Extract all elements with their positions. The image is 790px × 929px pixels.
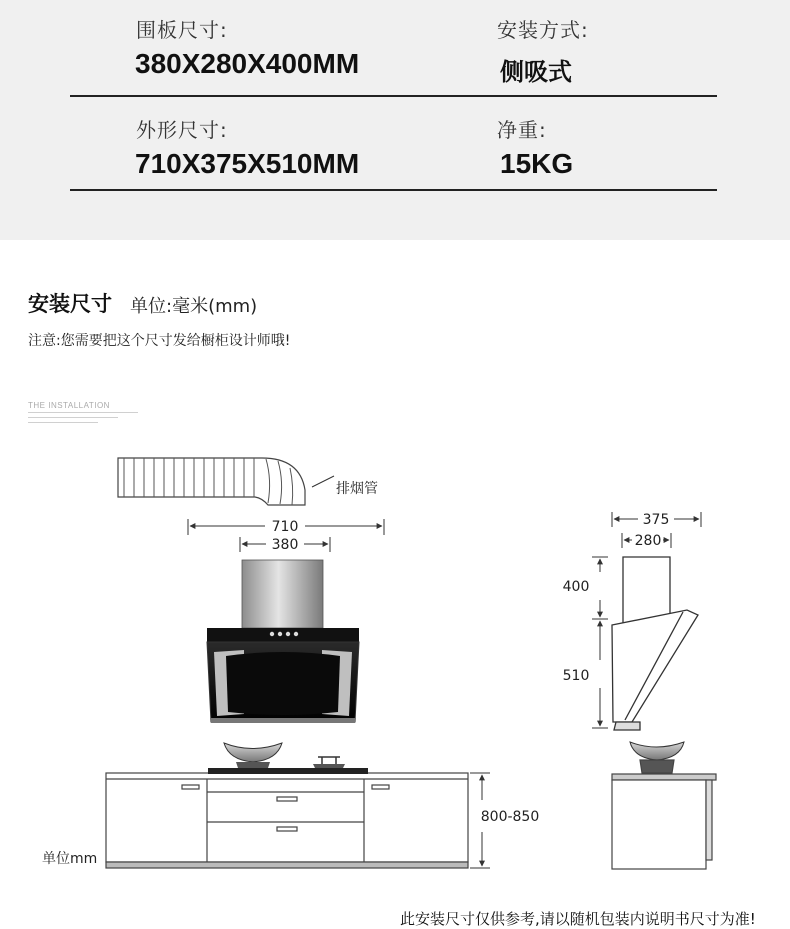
- install-method-value: 侧吸式: [500, 58, 572, 86]
- range-hood-front: [207, 560, 359, 723]
- section-note: 注意:您需要把这个尺寸发给橱柜设计师哦!: [28, 333, 291, 349]
- panel-size-value: 380X280X400MM: [135, 48, 360, 79]
- panel-height: 400: [562, 579, 590, 595]
- exhaust-pipe-label: 排烟管: [336, 481, 378, 497]
- section-unit: 单位:毫米(mm): [130, 296, 258, 317]
- footer-note: 此安装尺寸仅供参考,请以随机包装内说明书尺寸为准!: [400, 910, 756, 928]
- kitchen-cabinet-side: [612, 742, 716, 869]
- side-depth-panel: 280: [634, 533, 662, 549]
- cooktop: [208, 743, 368, 774]
- install-caption: THE INSTALLATION: [28, 401, 110, 410]
- exhaust-pipe: [118, 458, 334, 505]
- install-method-label: 安装方式:: [497, 18, 589, 42]
- front-width-outer: 710: [271, 519, 299, 535]
- counter-height: 800-850: [480, 809, 540, 825]
- panel-size-label: 围板尺寸:: [136, 18, 228, 42]
- net-weight-value: 15KG: [500, 148, 574, 179]
- unit-label: 单位mm: [42, 851, 98, 867]
- side-depth-outer: 375: [642, 512, 670, 528]
- net-weight-label: 净重:: [497, 118, 547, 142]
- kitchen-cabinet-front: [106, 773, 468, 868]
- front-width-panel: 380: [271, 537, 299, 553]
- body-height: 510: [562, 668, 590, 684]
- range-hood-side: [612, 557, 698, 730]
- outer-size-value: 710X375X510MM: [135, 148, 360, 179]
- section-title: 安装尺寸: [28, 292, 112, 316]
- outer-size-label: 外形尺寸:: [136, 118, 228, 142]
